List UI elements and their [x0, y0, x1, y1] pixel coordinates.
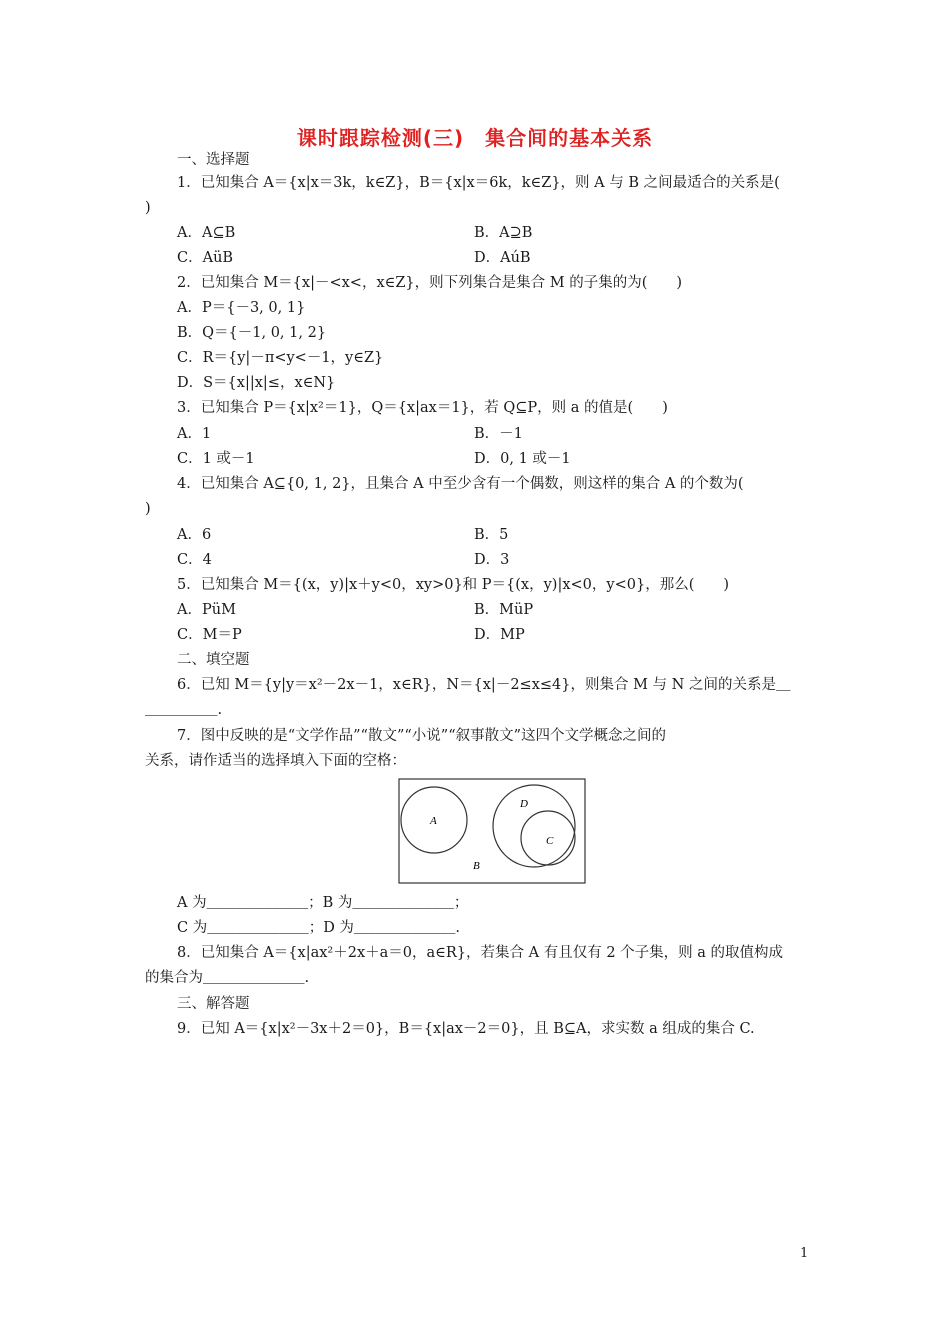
venn-label-c: C [546, 835, 554, 847]
venn-label-d: D [520, 798, 528, 810]
question-2-option-a: A．P＝{－3, 0, 1} [177, 300, 306, 316]
question-7-fill-cd: C 为＿＿＿＿＿＿＿；D 为＿＿＿＿＿＿＿. [177, 920, 461, 936]
page-title: 课时跟踪检测(三) 集合间的基本关系 [296, 126, 654, 150]
venn-diagram [398, 778, 586, 884]
question-4-text: 4．已知集合 A⊆{0, 1, 2}，且集合 A 中至少含有一个偶数，则这样的集合 A 的个数为( [177, 476, 744, 492]
question-7-text: 7．图中反映的是“文学作品”“散文”“小说”“叙事散文”这四个文学概念之间的 [177, 728, 667, 744]
question-4-option-b: B．5 [474, 527, 509, 543]
question-3-option-d: D．0, 1 或－1 [474, 451, 571, 467]
question-2-option-c: C．R＝{y|－π<y<－1，y∈Z} [177, 350, 384, 366]
question-1-option-a: A．A⊆B [177, 225, 236, 241]
question-1-text: 1．已知集合 A＝{x|x＝3k，k∈Z}，B＝{x|x＝6k，k∈Z}，则 A 与 B 之间最适合的关系是( [177, 175, 780, 191]
question-2-text: 2．已知集合 M＝{x|－<x<，x∈Z}，则下列集合是集合 M 的子集的为( ) [177, 275, 683, 291]
venn-label-a: A [430, 815, 437, 827]
question-5-option-c: C．M＝P [177, 627, 242, 643]
question-3-option-c: C．1 或－1 [177, 451, 255, 467]
question-2-option-b: B．Q＝{－1, 0, 1, 2} [177, 325, 327, 341]
question-1-option-c: C．AüB [177, 250, 234, 266]
question-1-option-b: B．A⊇B [474, 225, 533, 241]
question-5-text: 5．已知集合 M＝{(x，y)|x＋y<0，xy>0}和 P＝{(x，y)|x<0，y<0}，那么( ) [177, 577, 730, 593]
question-6-text-cont: ＿＿＿＿＿. [145, 702, 223, 718]
question-7-fill-ab: A 为＿＿＿＿＿＿＿；B 为＿＿＿＿＿＿＿； [177, 895, 469, 911]
section-heading-choice: 一、选择题 [177, 152, 250, 168]
question-5-option-a: A．PüM [177, 602, 236, 618]
question-8-text-cont: 的集合为＿＿＿＿＿＿＿. [145, 970, 310, 986]
question-3-option-a: A．1 [177, 426, 212, 442]
question-4-text-cont: ) [145, 501, 151, 517]
question-4-option-d: D．3 [474, 552, 510, 568]
question-9-text: 9．已知 A＝{x|x²－3x＋2＝0}，B＝{x|ax－2＝0}，且 B⊆A，求实数 a 组成的集合 C. [177, 1021, 755, 1037]
venn-label-b: B [473, 860, 480, 872]
question-3-option-b: B．－1 [474, 426, 523, 442]
question-1-text-cont: ) [145, 200, 151, 216]
section-heading-answer: 三、解答题 [177, 996, 250, 1012]
section-heading-fill: 二、填空题 [177, 652, 250, 668]
question-5-option-b: B．MüP [474, 602, 534, 618]
question-8-text: 8．已知集合 A＝{x|ax²＋2x＋a＝0，a∈R}，若集合 A 有且仅有 2 个子集，则 a 的取值构成 [177, 945, 784, 961]
question-5-option-d: D．MP [474, 627, 525, 643]
question-2-option-d: D．S＝{x||x|≤，x∈N} [177, 375, 336, 391]
question-1-option-d: D．AúB [474, 250, 531, 266]
question-3-text: 3．已知集合 P＝{x|x²＝1}，Q＝{x|ax＝1}，若 Q⊆P，则 a 的值是( ) [177, 400, 668, 416]
venn-set-d-circle [493, 785, 575, 867]
page-number: 1 [800, 1246, 809, 1261]
question-4-option-a: A．6 [177, 527, 212, 543]
venn-set-b-rectangle [399, 779, 585, 883]
question-4-option-c: C．4 [177, 552, 212, 568]
question-7-text-cont: 关系，请作适当的选择填入下面的空格： [145, 753, 406, 769]
question-6-text: 6．已知 M＝{y|y＝x²－2x－1，x∈R}，N＝{x|－2≤x≤4}，则集合 M 与 N 之间的关系是＿ [177, 677, 791, 693]
